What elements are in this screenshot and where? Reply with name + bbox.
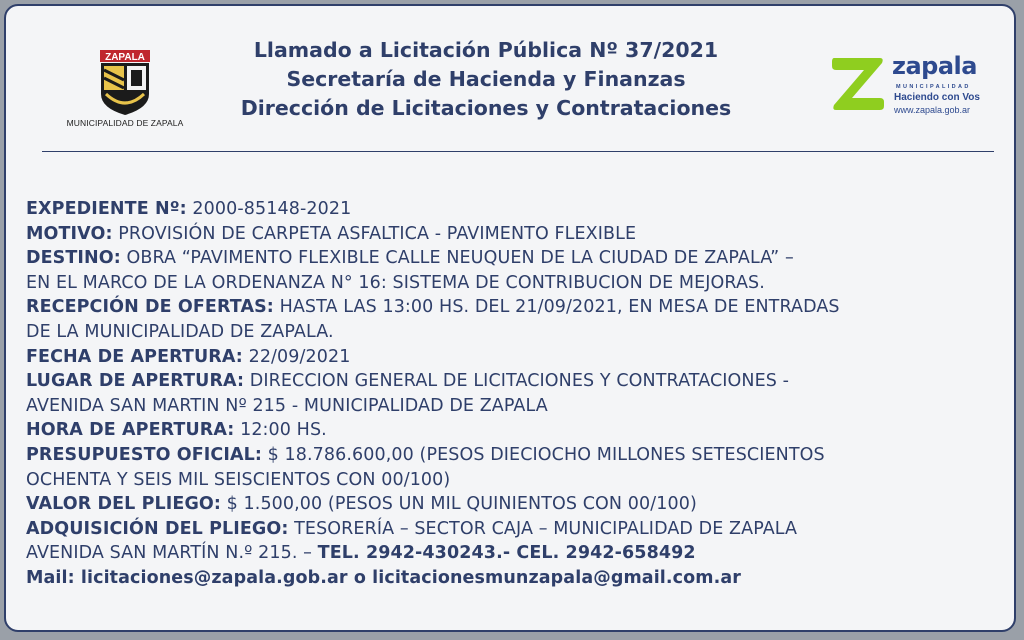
destino-row-cont: EN EL MARCO DE LA ORDENANZA N° 16: SISTEMA DE CONTRIBUCION DE MEJORAS. xyxy=(26,272,765,293)
expediente-row: EXPEDIENTE Nº: 2000-85148-2021 xyxy=(26,199,352,219)
page-title xyxy=(216,36,756,123)
recepcion-row: RECEPCIÓN DE OFERTAS: HASTA LAS 13:00 HS. DEL 21/09/2021, EN MESA DE ENTRADAS xyxy=(26,297,840,318)
motivo-row: MOTIVO: PROVISIÓN DE CARPETA ASFALTICA - PAVIMENTO FLEXIBLE xyxy=(26,223,637,244)
notice-card xyxy=(4,4,1016,632)
header-divider xyxy=(42,151,994,152)
crest-caption: MUNICIPALIDAD DE ZAPALA xyxy=(66,118,184,128)
title-line-3: Dirección de Licitaciones y Contrataciones xyxy=(240,96,732,120)
title-line-2: Secretaría de Hacienda y Finanzas xyxy=(286,67,686,91)
brand-slogan: Haciendo con Vos xyxy=(894,92,980,103)
presupuesto-row: PRESUPUESTO OFICIAL: $ 18.786.600,00 (PESOS DIECIOCHO MILLONES SETESCIENTOS xyxy=(26,444,825,465)
adquisicion-row: ADQUISICIÓN DEL PLIEGO: TESORERÍA – SECTOR CAJA – MUNICIPALIDAD DE ZAPALA xyxy=(26,518,798,539)
fecha-row: FECHA DE APERTURA: 22/09/2021 xyxy=(26,346,351,367)
crest-icon xyxy=(98,50,152,116)
brand-muni: MUNICIPALIDAD xyxy=(896,84,971,90)
lugar-row: LUGAR DE APERTURA: DIRECCION GENERAL DE LICITACIONES Y CONTRATACIONES - xyxy=(26,371,790,392)
mail-text: Mail: licitaciones@zapala.gob.ar o licitacionesmunzapala@gmail.com.ar xyxy=(26,567,741,588)
zapala-brand-logo xyxy=(830,54,1000,124)
recepcion-row-cont: DE LA MUNICIPALIDAD DE ZAPALA. xyxy=(26,321,334,342)
mail-row xyxy=(26,566,1016,591)
valor-row: VALOR DEL PLIEGO: $ 1.500,00 (PESOS UN MIL QUINIENTOS CON 00/100) xyxy=(26,494,697,515)
adquisicion-row-cont: AVENIDA SAN MARTÍN N.º 215. – TEL. 2942-430243.- CEL. 2942-658492 xyxy=(26,543,696,564)
lugar-row-cont: AVENIDA SAN MARTIN Nº 215 - MUNICIPALIDAD DE ZAPALA xyxy=(26,395,548,416)
presupuesto-row-cont: OCHENTA Y SEIS MIL SEISCIENTOS CON 00/100) xyxy=(26,469,451,490)
municipal-crest-logo xyxy=(66,50,184,134)
contact-phones: TEL. 2942-430243.- CEL. 2942-658492 xyxy=(317,543,696,564)
hora-row: HORA DE APERTURA: 12:00 HS. xyxy=(26,420,327,441)
notice-body xyxy=(26,197,1016,591)
z-mark-icon xyxy=(830,54,886,112)
title-line-1: Llamado a Licitación Pública Nº 37/2021 xyxy=(253,38,719,62)
brand-website: www.zapala.gob.ar xyxy=(894,105,971,115)
brand-name: zapala xyxy=(892,52,977,80)
crest-text: ZAPALA xyxy=(105,52,145,63)
destino-row: DESTINO: OBRA “PAVIMENTO FLEXIBLE CALLE NEUQUEN DE LA CIUDAD DE ZAPALA” – xyxy=(26,248,794,269)
